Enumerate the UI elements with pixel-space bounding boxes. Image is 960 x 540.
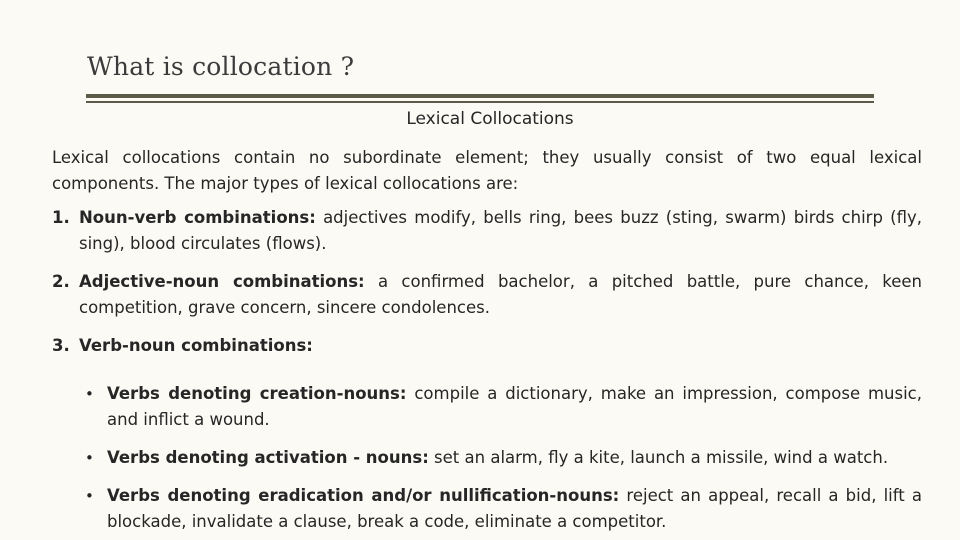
bullet-icon: • — [85, 449, 94, 467]
intro-paragraph: Lexical collocations contain no subordinate element; they usually consist of two equal lexical components. The major types of lexical collocations are: — [52, 148, 922, 193]
page-title: What is collocation ? — [87, 52, 355, 81]
bullet-icon: • — [85, 487, 94, 505]
bullet-item-activation — [85, 445, 922, 471]
numbered-item-noun-verb — [52, 205, 922, 257]
item-text: adjectives modify, bells ring, bees buzz (sting, swarm) birds chirp (fly, sing), blood circulates (flows). — [79, 208, 922, 253]
item-label: Verbs denoting creation-nouns: — [107, 384, 407, 403]
title-divider-thick — [86, 94, 874, 98]
item-label: Noun-verb combinations: — [79, 208, 316, 227]
item-label: Adjective-noun combinations: — [79, 272, 365, 291]
item-label: Verbs denoting activation - nouns: — [107, 448, 429, 467]
slide-body — [52, 145, 922, 535]
item-text: a confirmed bachelor, a pitched battle, pure chance, keen competition, grave concern, sincere condolences. — [79, 272, 922, 317]
numbered-item-adjective-noun — [52, 269, 922, 321]
list-number: 2. — [52, 272, 70, 291]
item-text: reject an appeal, recall a bid, lift a blockade, invalidate a clause, break a code, eliminate a competitor. — [107, 486, 922, 531]
bullet-icon: • — [85, 385, 94, 403]
item-text: compile a dictionary, make an impression, compose music, and inflict a wound. — [107, 384, 922, 429]
item-text: set an alarm, fly a kite, launch a missile, wind a watch. — [428, 448, 889, 467]
list-number: 1. — [52, 208, 70, 227]
list-number: 3. — [52, 336, 70, 355]
numbered-item-verb-noun — [52, 333, 922, 359]
bullet-item-eradication — [85, 483, 922, 535]
bullet-item-creation — [85, 381, 922, 433]
title-divider-thin — [86, 101, 874, 103]
item-label: Verbs denoting eradication and/or nullification-nouns: — [107, 486, 620, 505]
section-subheading: Lexical Collocations — [406, 109, 574, 129]
item-label: Verb-noun combinations: — [79, 336, 313, 355]
